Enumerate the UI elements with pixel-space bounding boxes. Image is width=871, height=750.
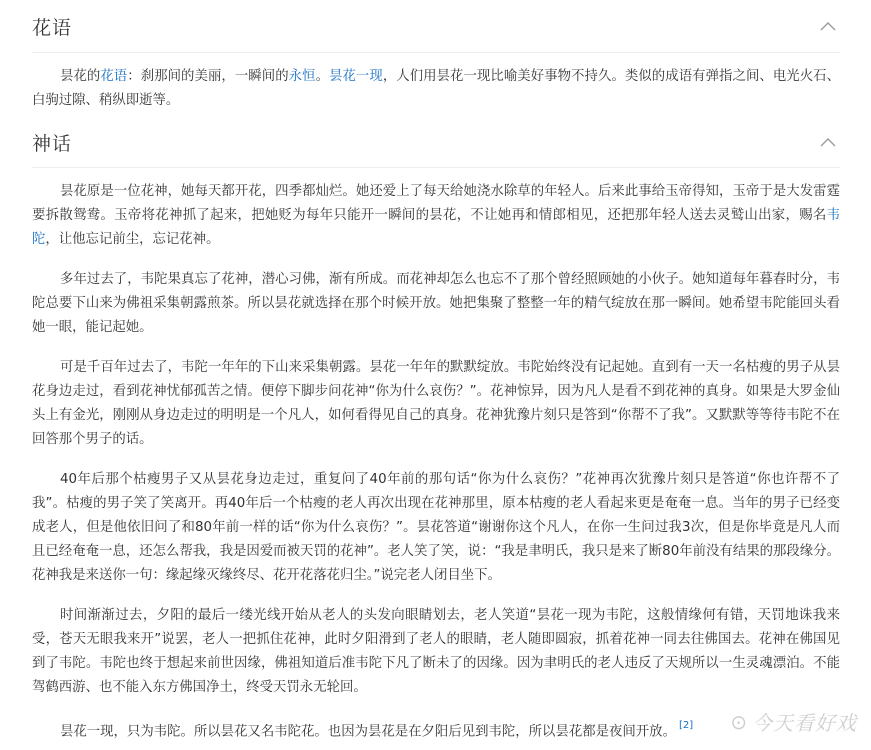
paragraph xyxy=(32,180,840,252)
watermark-logo-icon: ⊙ xyxy=(730,709,748,734)
reference-link[interactable]: [2] xyxy=(678,720,694,731)
watermark-text: 今天看好戏 xyxy=(752,711,857,735)
collapse-toggle-button[interactable] xyxy=(820,137,836,147)
collapse-toggle-button[interactable] xyxy=(820,21,836,31)
text: ，让他忘记前尘，忘记花神。 xyxy=(45,232,220,247)
paragraph xyxy=(32,716,840,744)
paragraph: 多年过去了，韦陀果真忘了花神，潜心习佛，渐有所成。而花神却怎么也忘不了那个曾经照顾她的小伙子。她知道每年暮春时分，韦陀总要下山来为佛祖采集朝露煎茶。所以昙花就选择在那个时候开放。她把集聚了整整一年的精气绽放在那一瞬间。她希望韦陀能回头看她一眼，能记起她。 xyxy=(32,272,840,335)
link-tanhuayixian[interactable]: 昙花一现 xyxy=(329,69,383,84)
link-huayu[interactable]: 花语 xyxy=(100,69,128,84)
article-content xyxy=(32,0,840,744)
section-header-huayu xyxy=(32,0,840,53)
paragraph: 40年后那个枯瘦男子又从昙花身边走过，重复问了40年前的那句话“你为什么哀伤？”花神再次犹豫片刻只是答道“你也许帮不了我”。枯瘦的男子笑了笑离开。再40年后一个枯瘦的老人再次出现在花神那里，原本枯瘦的老人看起来更是奄奄一息。当年的男子已经变成老人，但是他依旧问了和80年前一样的话“你为什么哀伤？”。昙花答道“谢谢你这个凡人，在你一生问过我3次，但是你毕竟是凡人而且已经奄奄一息，还怎么帮我，我是因爱而被天罚的花神”。老人笑了笑，说：“我是聿明氏，我只是来了断80年前没有结果的那段缘分。花神我是来送你一句：缘起缘灭缘终尽、花开花落花归尘。”说完老人闭目坐下。 xyxy=(32,472,840,583)
paragraph: 可是千百年过去了，韦陀一年年的下山来采集朝露。昙花一年年的默默绽放。韦陀始终没有记起她。直到有一天一名枯瘦的男子从昙花身边走过，看到花神忧郁孤苦之情。便停下脚步问花神“你为什么哀伤？”。花神惊异，因为凡人是看不到花神的真身。如果是大罗金仙头上有金光，刚刚从身边走过的明明是一个凡人，如何看得见自己的真身。花神犹豫片刻只是答到“你帮不了我”。又默默等等待韦陀不在回答那个男子的话。 xyxy=(32,360,840,447)
text: 。 xyxy=(315,69,330,84)
text: 昙花一现，只为韦陀。所以昙花又名韦陀花。也因为昙花是在夕阳后见到韦陀，所以昙花都是夜间开放。 xyxy=(60,724,676,740)
text: ：刹那间的美丽，一瞬间的 xyxy=(127,69,289,84)
section-title: 神话 xyxy=(32,132,73,155)
chevron-up-icon xyxy=(820,21,836,31)
link-yongheng[interactable]: 永恒 xyxy=(288,69,316,84)
text: ，人们用昙花一现比喻美好事物不持久。类似的成语有弹指之间、电光火石、白驹过隙、稍纵即逝等。 xyxy=(32,69,841,108)
section-header-shenhua xyxy=(32,117,840,168)
chevron-up-icon xyxy=(820,137,836,147)
watermark xyxy=(730,707,857,736)
text: 昙花的 xyxy=(60,69,101,84)
section-title: 花语 xyxy=(32,16,73,39)
link-weituo[interactable]: 韦陀 xyxy=(32,208,840,247)
paragraph xyxy=(32,65,840,113)
paragraph: 时间渐渐过去，夕阳的最后一缕光线开始从老人的头发向眼睛划去，老人笑道“昙花一现为韦陀，这般情缘何有错，天罚地诛我来受，苍天无眼我来开”说罢，老人一把抓住花神，此时夕阳滑到了老人的眼睛，老人随即圆寂，抓着花神一同去往佛国去。花神在佛国见到了韦陀。韦陀也终于想起来前世因缘，佛祖知道后准韦陀下凡了断未了的因缘。因为聿明氏的老人违反了天规所以一生灵魂漂泊。不能驾鹤西游、也不能入东方佛国净土，终受天罚永无轮回。 xyxy=(32,608,840,695)
text: 昙花原是一位花神，她每天都开花，四季都灿烂。她还爱上了每天给她浇水除草的年轻人。后来此事给玉帝得知，玉帝于是大发雷霆要拆散鸳鸯。玉帝将花神抓了起来，把她贬为每年只能开一瞬间的昙花，不让她再和情郎相见，还把那年轻人送去灵鹫山出家，赐名 xyxy=(32,184,840,223)
